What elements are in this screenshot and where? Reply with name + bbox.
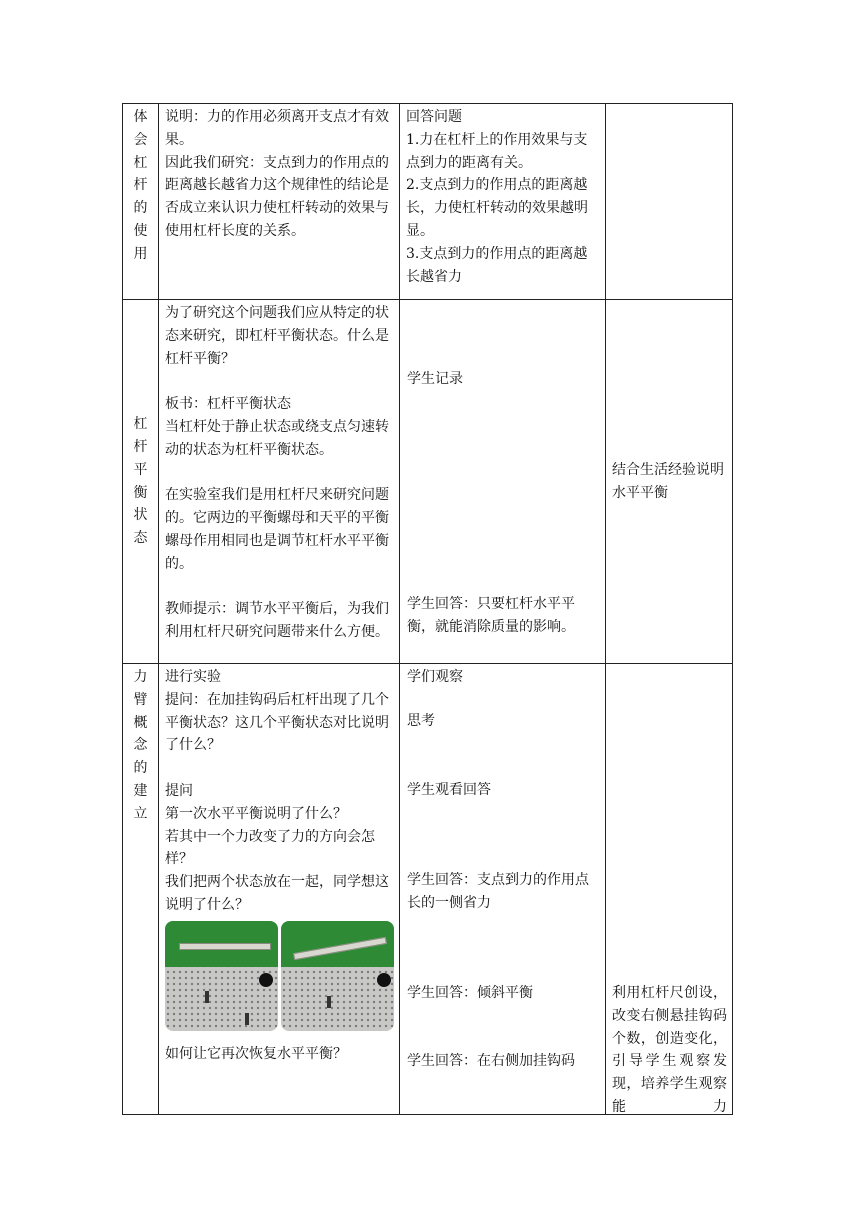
intent-text: 结合生活经验说明水平平衡 bbox=[612, 461, 724, 501]
student-activity bbox=[400, 664, 606, 1115]
teacher-text: 因此我们研究：支点到力的作用点的距离越长越省力这个规律性的结论是否成立来认识力使杠杆转动的效果与使用杠杆长度的关系。 bbox=[165, 154, 389, 239]
student-text: 回答问题 bbox=[406, 109, 462, 125]
student-text: 学们观察 bbox=[407, 669, 463, 685]
teacher-text: 当杠杆处于静止状态或绕支点匀速转动的状态为杠杆平衡状态。 bbox=[165, 418, 389, 458]
student-text: 学生回答：支点到力的作用点长的一侧省力 bbox=[407, 872, 589, 911]
student-activity bbox=[400, 300, 606, 664]
student-text: 学生回答：在右侧加挂钩码 bbox=[407, 1053, 575, 1069]
section-label: 力 臂 概 念 的 建 立 bbox=[123, 664, 159, 1115]
teacher-text: 第一次水平平衡说明了什么？ bbox=[165, 805, 347, 822]
student-text: 1.力在杠杆上的作用效果与支点到力的距离有关。 bbox=[406, 131, 588, 171]
lever-tilted-photo bbox=[281, 921, 394, 1031]
teacher-activity bbox=[159, 664, 400, 1115]
teacher-text: 提问 bbox=[165, 782, 193, 799]
teacher-activity bbox=[159, 300, 400, 664]
student-activity bbox=[400, 104, 606, 300]
design-intent bbox=[606, 300, 733, 664]
student-text: 3.支点到力的作用点的距离越长越省力 bbox=[406, 245, 588, 285]
design-intent bbox=[606, 664, 733, 1115]
section-label: 杠 杆 平 衡 状 态 bbox=[123, 300, 159, 664]
teacher-text: 进行实验 bbox=[165, 669, 221, 685]
teacher-text: 为了研究这个问题我们应从特定的状态来研究，即杠杆平衡状态。什么是杠杆平衡？ bbox=[165, 305, 389, 367]
table-row bbox=[123, 664, 733, 1115]
student-text: 学生记录 bbox=[407, 371, 463, 387]
lever-horizontal-photo bbox=[165, 921, 278, 1031]
teacher-text: 如何让它再次恢复水平平衡？ bbox=[165, 1045, 347, 1062]
student-text: 学生回答：只要杠杆水平平衡，就能消除质量的影响。 bbox=[407, 596, 575, 635]
student-text: 2.支点到力的作用点的距离越长，力使杠杆转动的效果越明显。 bbox=[406, 177, 588, 239]
student-text: 思考 bbox=[407, 713, 435, 729]
teacher-text: 说明：力的作用必须离开支点才有效果。 bbox=[165, 109, 389, 148]
student-text: 学生回答：倾斜平衡 bbox=[407, 985, 533, 1001]
teacher-text: 在实验室我们是用杠杆尺来研究问题的。它两边的平衡螺母和天平的平衡螺母作用相同也是调节杠杆水平平衡的。 bbox=[165, 487, 389, 572]
table-row bbox=[123, 104, 733, 300]
teacher-text: 我们把两个状态放在一起，同学想这说明了什么？ bbox=[165, 874, 389, 913]
lesson-table bbox=[122, 103, 733, 1115]
design-intent bbox=[606, 104, 733, 300]
table-row bbox=[123, 300, 733, 664]
intent-text: 利用杠杆尺创设，改变右侧悬挂钩码个数，创造变化，引导学生观察发现，培养学生观察能力 bbox=[612, 985, 727, 1115]
student-text: 学生观看回答 bbox=[407, 782, 491, 798]
teacher-text: 板书：杠杆平衡状态 bbox=[165, 396, 291, 413]
teacher-text: 若其中一个力改变了力的方向会怎样？ bbox=[165, 828, 375, 868]
teacher-activity bbox=[159, 104, 400, 300]
teacher-text: 教师提示：调节水平平衡后，为我们利用杠杆尺研究问题带来什么方便。 bbox=[165, 601, 389, 641]
teacher-text: 提问：在加挂钩码后杠杆出现了几个平衡状态？这几个平衡状态对比说明了什么？ bbox=[165, 691, 389, 754]
section-label: 体 会 杠 杆 的 使 用 bbox=[123, 104, 159, 300]
experiment-photos bbox=[165, 921, 394, 1031]
